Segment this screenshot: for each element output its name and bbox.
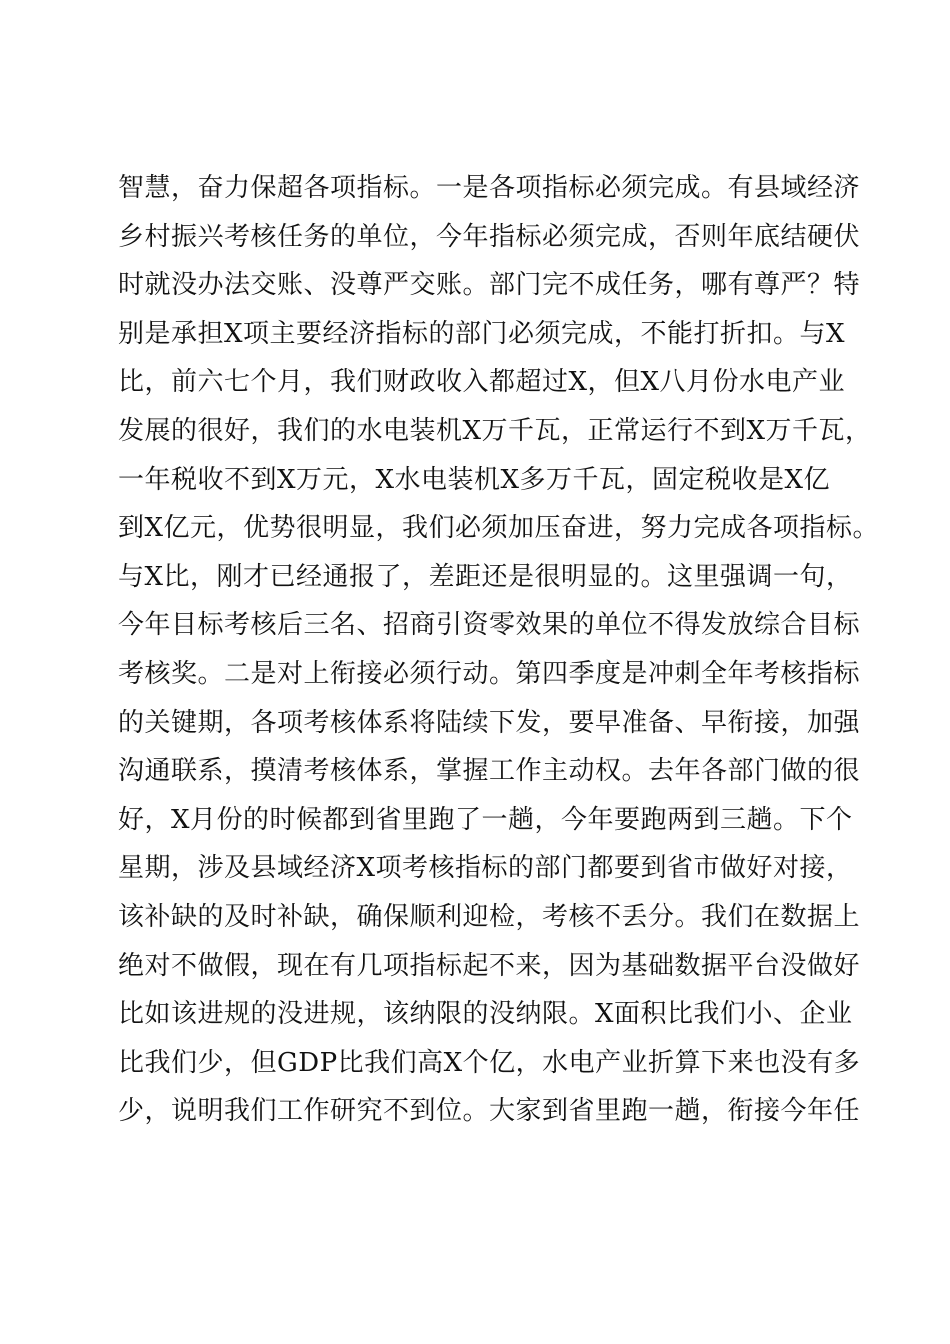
text-line-11: 考核奖。二是对上衔接必须行动。第四季度是冲刺全年考核指标 [118, 658, 861, 689]
text-line-18: 比如该进规的没进规，该纳限的没纳限。X面积比我们小、企业 [118, 999, 853, 1030]
text-line-17: 绝对不做假，现在有几项指标起不来，因为基础数据平台没做好 [118, 950, 861, 981]
text-line-13: 沟通联系，摸清考核体系，掌握工作主动权。去年各部门做的很 [118, 756, 861, 787]
text-line-1: 智慧，奋力保超各项指标。一是各项指标必须完成。有县域经济 [118, 173, 861, 203]
text-line-3: 时就没办法交账、没尊严交账。部门完不成任务，哪有尊严？特 [118, 270, 861, 301]
text-line-16: 该补缺的及时补缺，确保顺利迎检，考核不丢分。我们在数据上 [118, 901, 861, 932]
text-line-12: 的关键期，各项考核体系将陆续下发，要早准备、早衔接，加强 [118, 707, 861, 738]
text-line-15: 星期，涉及县域经济X项考核指标的部门都要到省市做好对接， [118, 853, 853, 884]
text-line-10: 今年目标考核后三名、招商引资零效果的单位不得发放综合目标 [118, 610, 861, 641]
text-line-7: 一年税收不到X万元，X水电装机X多万千瓦，固定税收是X亿 [118, 464, 831, 495]
text-line-6: 发展的很好，我们的水电装机X万千瓦，正常运行不到X万千瓦， [118, 415, 872, 446]
body-text [118, 164, 880, 1136]
text-line-20: 少，说明我们工作研究不到位。大家到省里跑一趟，衔接今年任 [118, 1096, 861, 1127]
text-line-14: 好，X月份的时候都到省里跑了一趟，今年要跑两到三趟。下个 [118, 804, 853, 835]
text-line-19: 比我们少，但GDP比我们高X个亿，水电产业折算下来也没有多 [118, 1047, 861, 1078]
text-line-9: 与X比，刚才已经通报了，差距还是很明显的。这里强调一句， [118, 561, 853, 592]
text-line-2: 乡村振兴考核任务的单位，今年指标必须完成，否则年底结硬伏 [118, 221, 861, 252]
text-line-8: 到X亿元，优势很明显，我们必须加压奋进，努力完成各项指标。 [118, 513, 880, 544]
text-line-5: 比，前六七个月，我们财政收入都超过X，但X八月份水电产业 [118, 367, 846, 398]
text-line-4: 别是承担X项主要经济指标的部门必须完成，不能打折扣。与X [118, 318, 846, 349]
